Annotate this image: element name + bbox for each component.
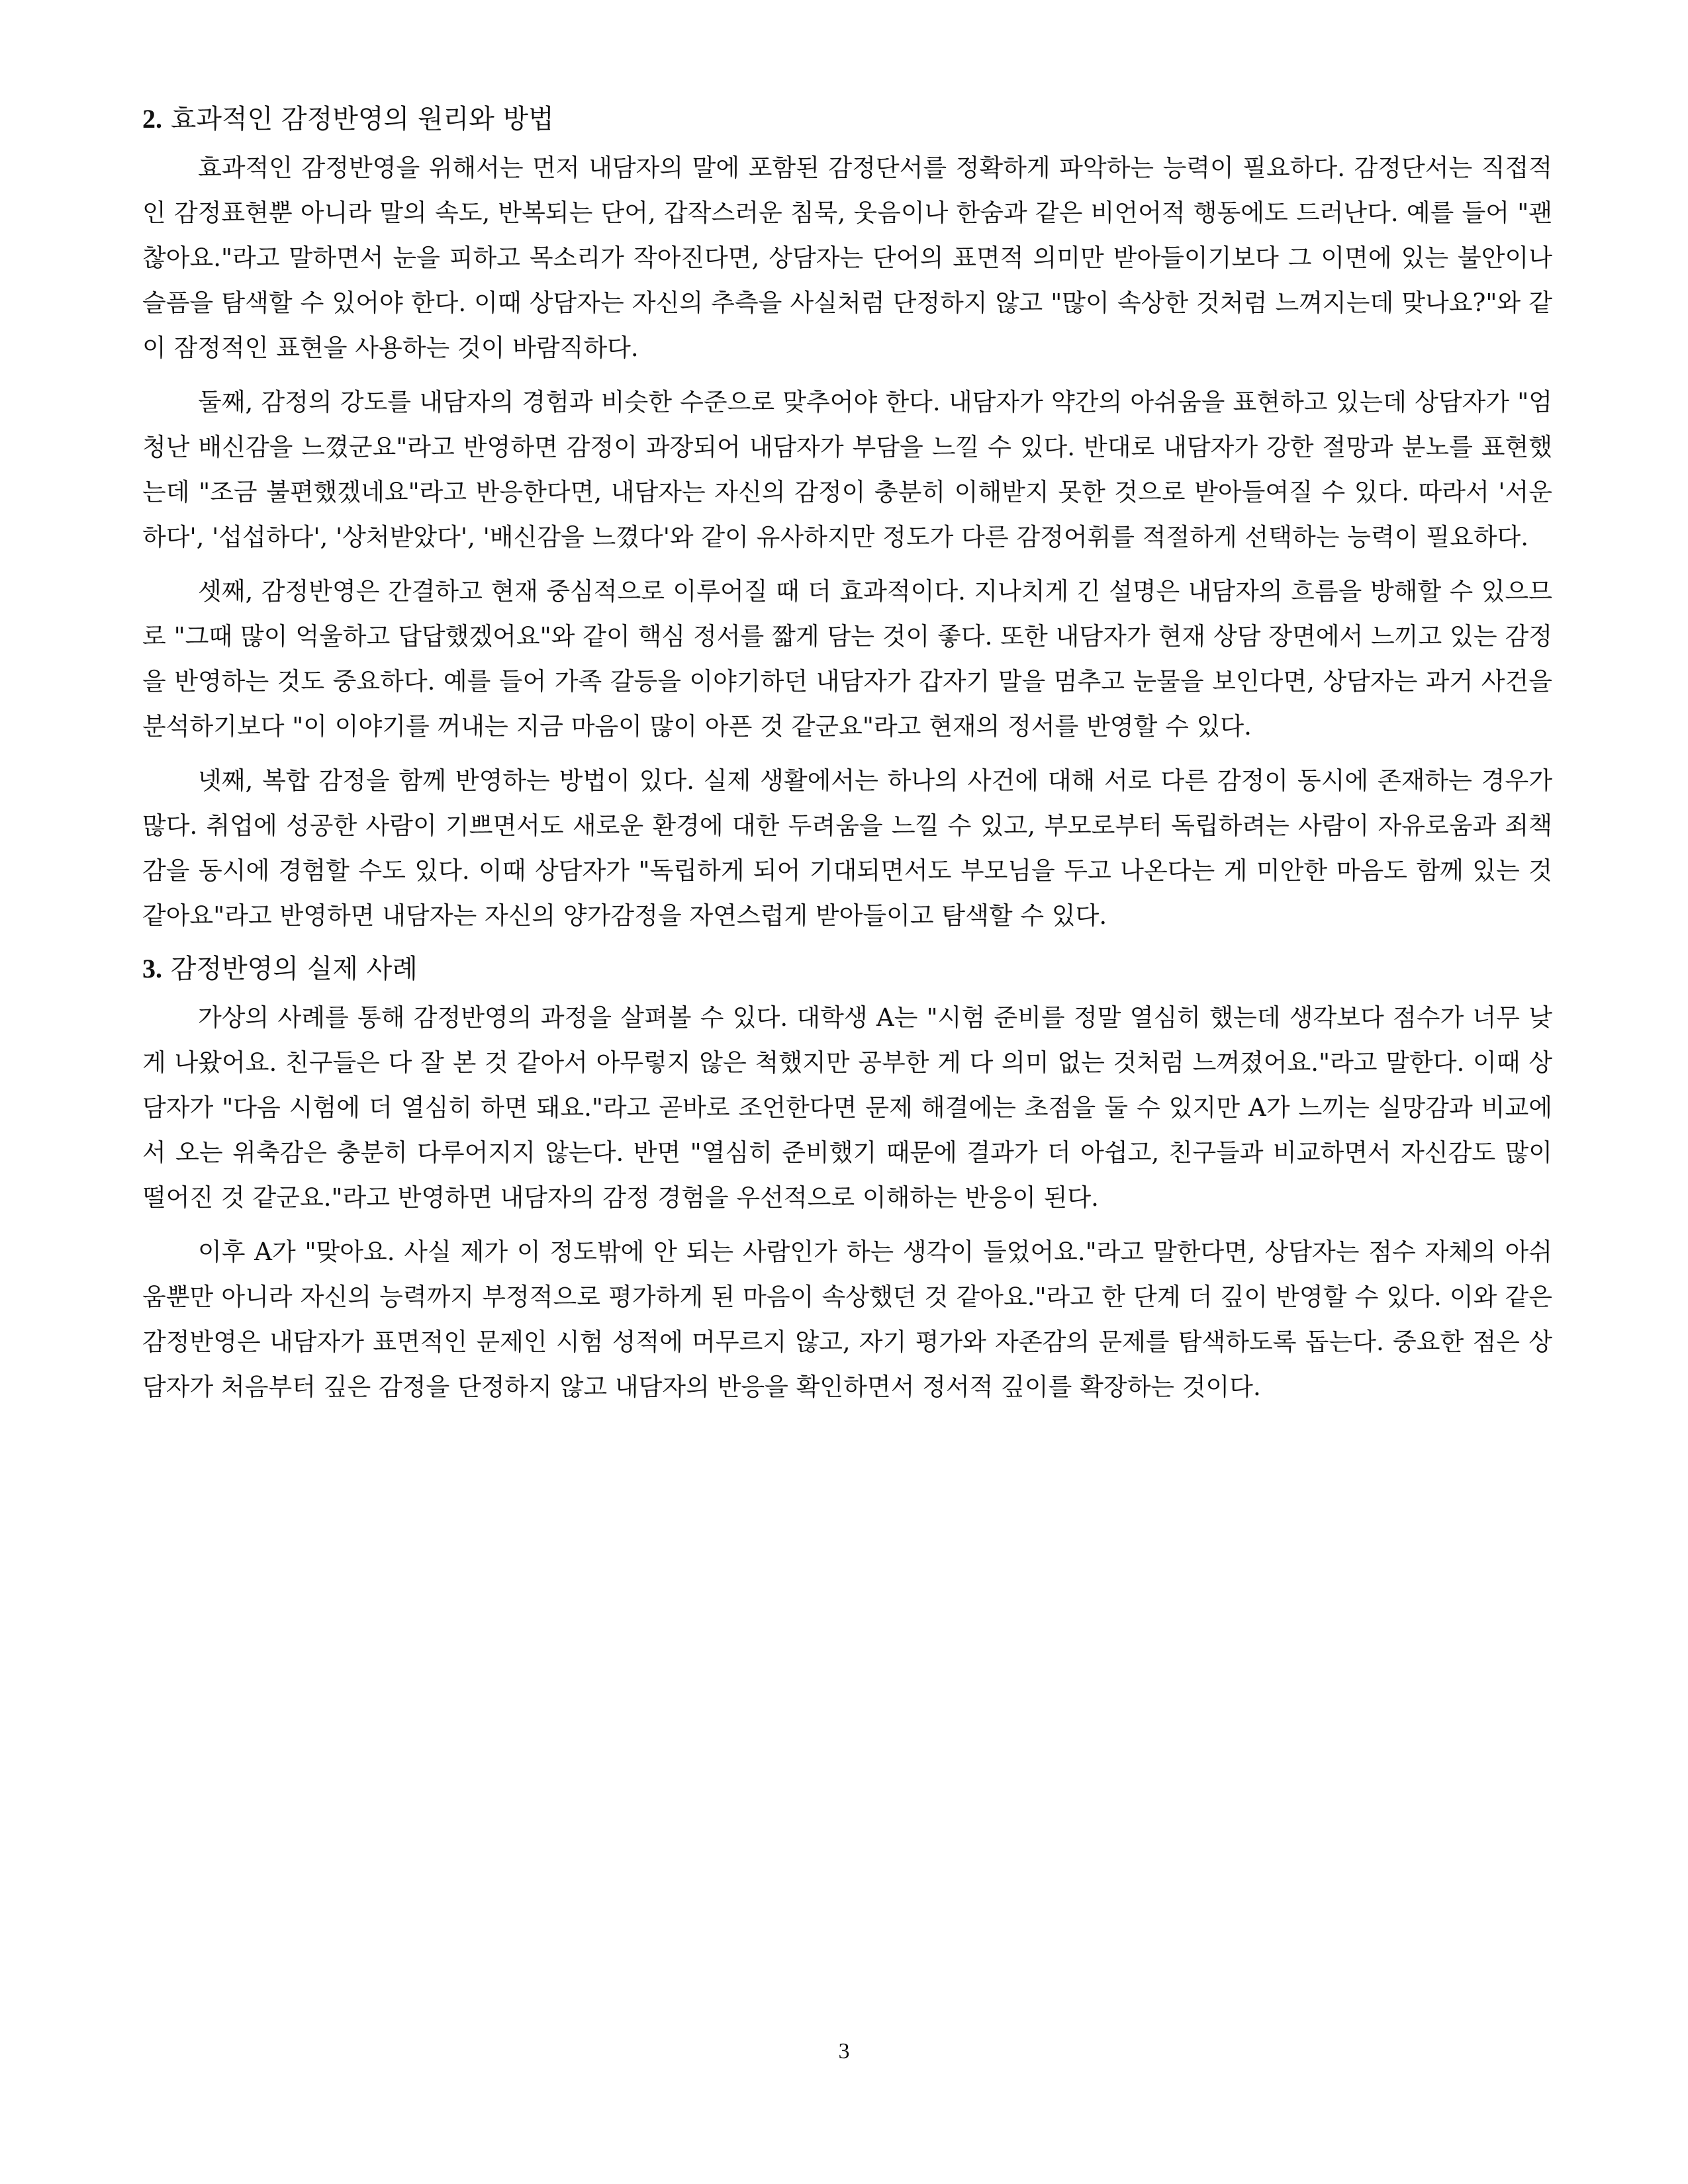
section-heading (142, 99, 1552, 139)
paragraph: 효과적인 감정반영을 위해서는 먼저 내담자의 말에 포함된 감정단서를 정확하게 파악하는 능력이 필요하다. 감정단서는 직접적인 감정표현뿐 아니라 말의 속도, 반복되는 단어, 갑작스러운 침묵, 웃음이나 한숨과 같은 비언어적 행동에도 드러난다. 예를 들어 "괜찮아요."라고 말하면서 눈을 피하고 목소리가 작아진다면, 상담자는 단어의 표면적 의미만 받아들이기보다 그 이면에 있는 불안이나 슬픔을 탐색할 수 있어야 한다. 이때 상담자는 자신의 추측을 사실처럼 단정하지 않고 "많이 속상한 것처럼 느껴지는데 맞나요?"와 같이 잠정적인 표현을 사용하는 것이 바람직하다. (142, 154, 1552, 362)
paragraph: 넷째, 복합 감정을 함께 반영하는 방법이 있다. 실제 생활에서는 하나의 사건에 대해 서로 다른 감정이 동시에 존재하는 경우가 많다. 취업에 성공한 사람이 기쁘면서도 새로운 환경에 대한 두려움을 느낄 수 있고, 부모로부터 독립하려는 사람이 자유로움과 죄책감을 동시에 경험할 수도 있다. 이때 상담자가 "독립하게 되어 기대되면서도 부모님을 두고 나온다는 게 미안한 마음도 함께 있는 것 같아요"라고 반영하면 내담자는 자신의 양가감정을 자연스럽게 받아들이고 탐색할 수 있다. (142, 766, 1552, 930)
section-title: 감정반영의 실제 사례 (170, 954, 418, 984)
page-number: 3 (838, 2039, 850, 2064)
document-page (142, 99, 1552, 1419)
paragraph: 셋째, 감정반영은 간결하고 현재 중심적으로 이루어질 때 더 효과적이다. 지나치게 긴 설명은 내담자의 흐름을 방해할 수 있으므로 "그때 많이 억울하고 답답했겠어요"와 같이 핵심 정서를 짧게 담는 것이 좋다. 또한 내담자가 현재 상담 장면에서 느끼고 있는 감정을 반영하는 것도 중요하다. 예를 들어 가족 갈등을 이야기하던 내담자가 갑자기 말을 멈추고 눈물을 보인다면, 상담자는 과거 사건을 분석하기보다 "이 이야기를 꺼내는 지금 마음이 많이 아픈 것 같군요"라고 현재의 정서를 반영할 수 있다. (142, 577, 1552, 741)
section-number: 2. (142, 104, 162, 134)
section-heading (142, 949, 1552, 989)
paragraph: 이후 A가 "맞아요. 사실 제가 이 정도밖에 안 되는 사람인가 하는 생각이 들었어요."라고 말한다면, 상담자는 점수 자체의 아쉬움뿐만 아니라 자신의 능력까지 부정적으로 평가하게 된 마음이 속상했던 것 같아요."라고 한 단계 더 깊이 반영할 수 있다. 이와 같은 감정반영은 내담자가 표면적인 문제인 시험 성적에 머무르지 않고, 자기 평가와 자존감의 문제를 탐색하도록 돕는다. 중요한 점은 상담자가 처음부터 깊은 감정을 단정하지 않고 내담자의 반응을 확인하면서 정서적 깊이를 확장하는 것이다. (142, 1238, 1552, 1401)
paragraph: 가상의 사례를 통해 감정반영의 과정을 살펴볼 수 있다. 대학생 A는 "시험 준비를 정말 열심히 했는데 생각보다 점수가 너무 낮게 나왔어요. 친구들은 다 잘 본 것 같아서 아무렇지 않은 척했지만 공부한 게 다 의미 없는 것처럼 느껴졌어요."라고 말한다. 이때 상담자가 "다음 시험에 더 열심히 하면 돼요."라고 곧바로 조언한다면 문제 해결에는 초점을 둘 수 있지만 A가 느끼는 실망감과 비교에서 오는 위축감은 충분히 다루어지지 않는다. 반면 "열심히 준비했기 때문에 결과가 더 아쉽고, 친구들과 비교하면서 자신감도 많이 떨어진 것 같군요."라고 반영하면 내담자의 감정 경험을 우선적으로 이해하는 반응이 된다. (142, 1003, 1552, 1212)
paragraph: 둘째, 감정의 강도를 내담자의 경험과 비슷한 수준으로 맞추어야 한다. 내담자가 약간의 아쉬움을 표현하고 있는데 상담자가 "엄청난 배신감을 느꼈군요"라고 반영하면 감정이 과장되어 내담자가 부담을 느낄 수 있다. 반대로 내담자가 강한 절망과 분노를 표현했는데 "조금 불편했겠네요"라고 반응한다면, 내담자는 자신의 감정이 충분히 이해받지 못한 것으로 받아들여질 수 있다. 따라서 '서운하다', '섭섭하다', '상처받았다', '배신감을 느꼈다'와 같이 유사하지만 정도가 다른 감정어휘를 적절하게 선택하는 능력이 필요하다. (142, 388, 1552, 551)
section-number: 3. (142, 954, 162, 983)
section-title: 효과적인 감정반영의 원리와 방법 (170, 104, 554, 134)
